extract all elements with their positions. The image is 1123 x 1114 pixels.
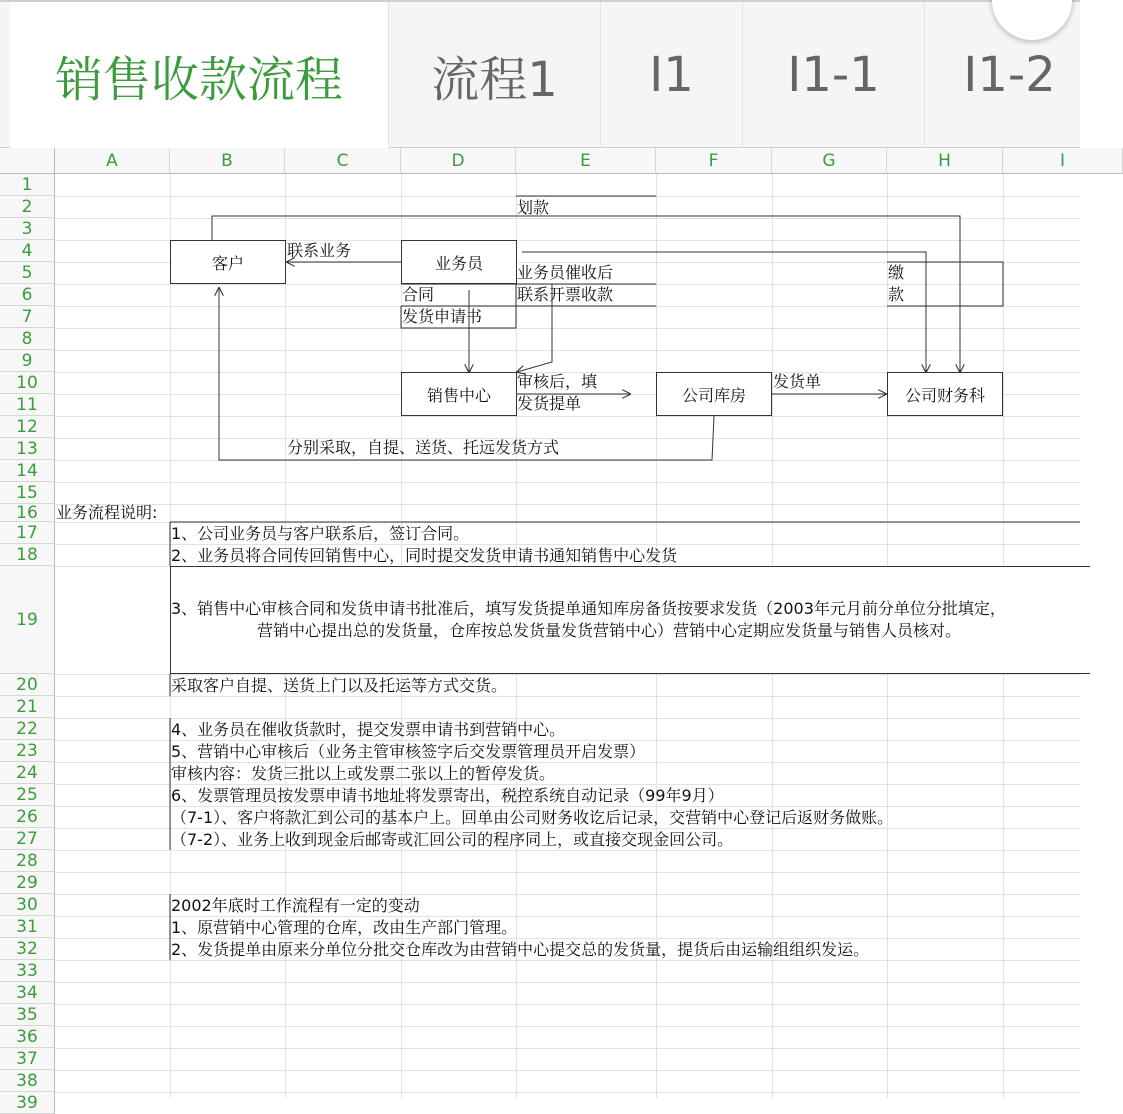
column-label: F <box>708 150 719 171</box>
note-row-26: （7-1）、客户将款汇到公司的基本户上。回单由公司财务收讫后记录，交营销中心登记后返财务做账。 <box>171 808 894 827</box>
note-row-27: （7-2）、业务上收到现金后邮寄或汇回公司的程序同上，或直接交现金回公司。 <box>171 830 734 849</box>
tab-sales-collection-flow[interactable] <box>10 2 388 148</box>
notes-title: 业务流程说明: <box>56 503 158 522</box>
column-label: H <box>938 150 951 171</box>
pay-label-1: 缴 <box>888 263 905 282</box>
note-row-24: 审核内容：发货三批以上或发票二张以上的暂停发货。 <box>171 764 556 783</box>
contact-invoice-label: 联系开票收款 <box>517 285 614 304</box>
note-row-19-line-2: 营销中心提出总的发货量，仓库按总发货量发货营销中心）营销中心定期应发货量与销售人员核对。 <box>257 621 962 640</box>
column-label: D <box>451 150 465 171</box>
note-row-17: 1、公司业务员与客户联系后，签订合同。 <box>171 524 470 543</box>
row-label: 9 <box>21 350 33 371</box>
note-row-18: 2、业务员将合同传回销售中心，同时提交发货申请书通知销售中心发货 <box>171 546 678 565</box>
row-label: 12 <box>16 416 38 437</box>
note-row-19-line-1: 3、销售中心审核合同和发货申请书批准后，填写发货提单通知库房备货按要求发货（2003年元月前分单位分批填定， <box>171 599 1006 618</box>
row-label: 18 <box>16 544 38 565</box>
column-label: B <box>221 150 233 171</box>
column-label: G <box>822 150 836 171</box>
row-label: 27 <box>16 828 38 849</box>
tab-flow-1[interactable] <box>388 2 600 148</box>
row-label: 6 <box>21 284 33 305</box>
tab-label: 流程1 <box>431 51 558 108</box>
note-row-23: 5、营销中心审核后（业务主管审核签字后交发票管理员开启发票） <box>171 742 646 761</box>
note-row-22: 4、业务员在催收货款时，提交发票申请书到营销中心。 <box>171 720 566 739</box>
finance-label: 公司财务科 <box>904 385 985 405</box>
row-label: 2 <box>21 196 33 217</box>
row-label: 33 <box>16 960 38 981</box>
row-label: 21 <box>16 696 38 717</box>
row-label: 22 <box>16 718 38 739</box>
note-row-25: 6、发票管理员按发票申请书地址将发票寄出，税控系统自动记录（99年9月） <box>171 786 724 805</box>
row-label: 1 <box>21 174 33 195</box>
delivery-modes-label: 分别采取，自提、送货、托远发货方式 <box>287 438 560 457</box>
row-label: 14 <box>16 460 38 481</box>
salesman-label: 业务员 <box>434 253 483 273</box>
row-label: 35 <box>16 1004 38 1025</box>
spreadsheet-grid[interactable] <box>0 148 1080 1113</box>
contract-label: 合同 <box>402 285 435 304</box>
row-label: 3 <box>21 218 33 239</box>
row-label: 19 <box>16 609 38 630</box>
ship-note-label: 发货单 <box>773 372 822 391</box>
note-row-20: 采取客户自提、送货上门以及托运等方式交货。 <box>171 676 508 695</box>
customer-label: 客户 <box>211 253 244 273</box>
row-label: 25 <box>16 784 38 805</box>
tab-i1[interactable] <box>600 2 742 148</box>
note-row-32: 2、发货提单由原来分单位分批交仓库改为由营销中心提交总的发货量，提货后由运输组组织发运。 <box>171 940 870 959</box>
row-label: 29 <box>16 872 38 893</box>
row-label: 17 <box>16 522 38 543</box>
row-label: 26 <box>16 806 38 827</box>
contact-business-label: 联系业务 <box>287 241 352 260</box>
row-label: 39 <box>16 1092 38 1113</box>
tab-label: I1 <box>649 47 694 103</box>
cell-borders <box>0 148 1080 1098</box>
row-label: 20 <box>16 674 38 695</box>
row-label: 11 <box>16 394 38 415</box>
row-label: 10 <box>16 372 38 393</box>
row-label: 36 <box>16 1026 38 1047</box>
urge-after-label: 业务员催收后 <box>517 263 614 282</box>
row-label: 24 <box>16 762 38 783</box>
row-label: 30 <box>16 894 38 915</box>
row-label: 4 <box>21 240 33 261</box>
row-label: 7 <box>21 306 33 327</box>
tab-label: I1-2 <box>963 47 1056 103</box>
row-label: 28 <box>16 850 38 871</box>
review-label-2: 发货提单 <box>517 394 582 413</box>
transfer-label: 划款 <box>517 198 550 217</box>
sales-center-label: 销售中心 <box>426 385 491 405</box>
row-label: 37 <box>16 1048 38 1069</box>
column-label: C <box>336 150 349 171</box>
row-label: 23 <box>16 740 38 761</box>
note-row-31: 1、原营销中心管理的仓库，改由生产部门管理。 <box>171 918 518 937</box>
review-label-1: 审核后，填 <box>517 372 598 391</box>
row-label: 34 <box>16 982 38 1003</box>
tab-label: 销售收款流程 <box>54 51 343 108</box>
column-label: I <box>1059 150 1065 171</box>
warehouse-label: 公司库房 <box>681 385 746 405</box>
sheet-tab-bar <box>0 0 1080 148</box>
row-label: 8 <box>21 328 33 349</box>
row-label: 32 <box>16 938 38 959</box>
tab-label: I1-1 <box>787 47 880 103</box>
row-label: 31 <box>16 916 38 937</box>
row-label: 5 <box>21 262 33 283</box>
row-label: 15 <box>16 482 38 503</box>
pay-label-2: 款 <box>888 285 905 304</box>
row-label: 13 <box>16 438 38 459</box>
ship-request-label: 发货申请书 <box>402 307 483 326</box>
row-label: 38 <box>16 1070 38 1091</box>
column-label: A <box>106 150 118 171</box>
row-label: 16 <box>16 502 38 523</box>
note-row-30: 2002年底时工作流程有一定的变动 <box>171 896 420 915</box>
column-label: E <box>580 150 591 171</box>
tab-i1-1[interactable] <box>742 2 924 148</box>
